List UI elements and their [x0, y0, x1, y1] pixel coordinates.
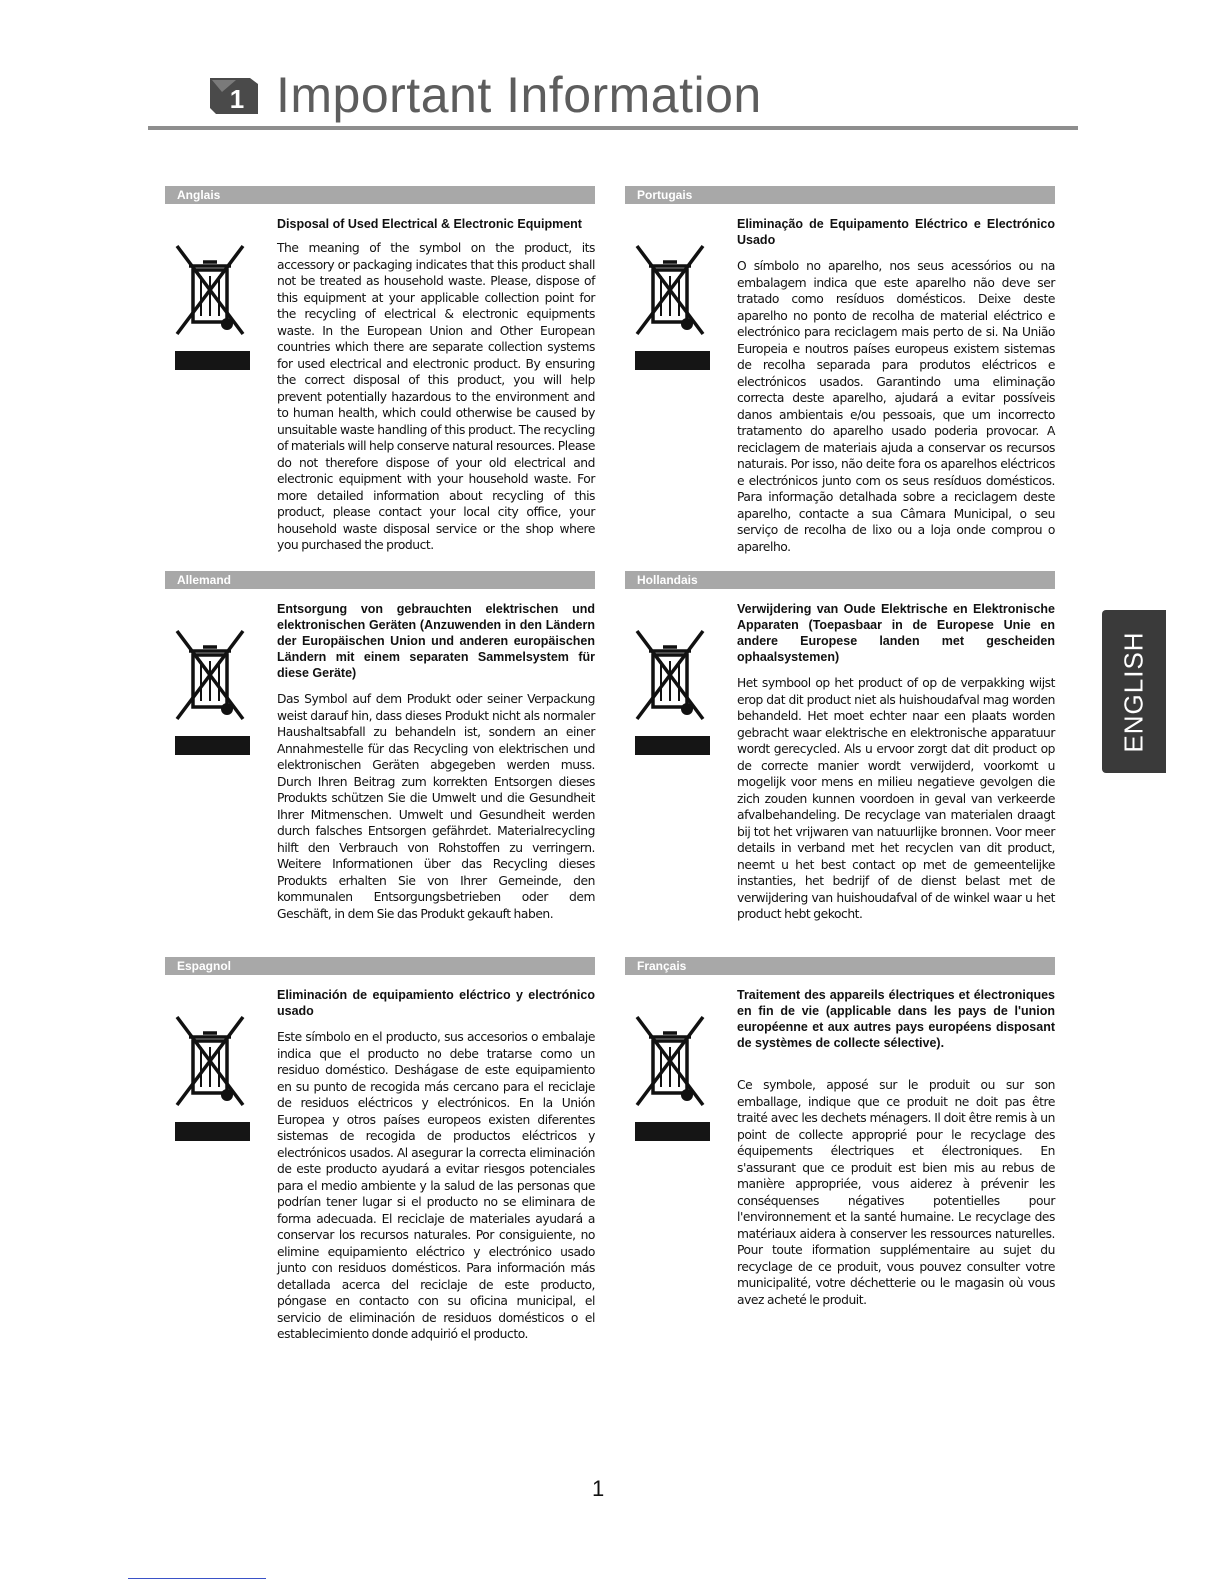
section-body: Ce symbole, apposé sur le produit ou sur son emballage, indique que ce produit ne doit pas être traité avec les dechets ménagers. Il doit être remis à un point de collecte approprié pour le recyclage des équipements électriques et électroniques. En s'assurant que ce produit est bien mis au rebus de manière appropriée, vous aiderez à prévenir les conséquenses négatives potentielles pour l'environnement et la santé humaine. Le recyclage des matériaux aidera à conserver les ressources naturelles. Pour toute iformation supplémentaire au sujet du recyclage de ce produit, vous pouvez consulter votre municipalité, votre déchetterie ou le magasin où vous avez acheté le produit.	[737, 1078, 1055, 1307]
section-portugais	[625, 186, 1055, 566]
page-title: Important Information	[276, 67, 762, 123]
black-bar	[175, 736, 250, 755]
section-hollandais	[625, 571, 1055, 951]
section-espagnol	[165, 957, 595, 1357]
bottom-link-underline	[128, 1578, 266, 1579]
section-bar	[625, 957, 1055, 975]
section-bar	[625, 186, 1055, 204]
section-language-label: Français	[637, 959, 687, 973]
section-heading: Disposal of Used Electrical & Electronic Equipment	[277, 217, 582, 231]
section-bar	[165, 571, 595, 589]
section-francais	[625, 957, 1055, 1357]
crossed-bin-icon	[633, 242, 707, 338]
section-body: Este símbolo en el producto, sus accesorios o embalaje indica que el producto no debe tratarse como un residuo doméstico. Deshágase de este equipamiento en su punto de recogida más cercano para el reciclaje de residuos eléctricos y electrónicos. En la Unión Europea y otros países europeos existen diferentes sistemas de recogida de productos eléctricos y electrónicos usados. Al asegurar la correcta eliminación de este producto ayudará a evitar riesgos potenciales para el medio ambiente y la salud de las personas que podrían tener lugar si el producto no se eliminara de forma adecuada. El reciclaje de materiales ayudará a conservar los recursos naturales. Por consiguiente, no elimine equipamiento eléctrico y electrónico usado junto con residuos domésticos. Para información más detallada acerca del reciclaje de este producto, póngase en contacto con su oficina municipal, el servicio de eliminación de residuos domésticos o el establecimiento donde adquirió el producto.	[277, 1030, 595, 1341]
section-body: Das Symbol auf dem Produkt oder seiner Verpackung weist darauf hin, dass dieses Produkt nicht als normaler Haushaltsabfall zu behandeln ist, sondern an einer Annahmestelle für das Recycling von elektrischen und elektronischen Geräten abgegeben werden muss. Durch Ihren Beitrag zum korrekten Entsorgen dieses Produkts schützen Sie die Umwelt und die Gesundheit Ihrer Mitmenschen. Umwelt und Gesundheit werden durch falsches Entsorgen gefährdet. Materialrecycling hilft den Verbrauch von Rohstoffen zu verringern. Weitere Informationen über das Recycling dieses Produkts erhalten Sie von Ihrer Gemeinde, den kommunalen Entsorgungsbetrieben oder dem Geschäft, in dem Sie das Produkt gekauft haben.	[277, 692, 595, 921]
language-tab-label: ENGLISH	[1118, 630, 1149, 753]
black-bar	[635, 351, 710, 370]
header-rule	[148, 126, 1078, 130]
section-body: The meaning of the symbol on the product, its accessory or packaging indicates that this product shall not be treated as household waste. Please, dispose of this equipment at your applicable collection point for the recycling of electrical & electronic equipments waste. In the European Union and Other European countries which there are separate collection systems for used electrical and electronic product. By ensuring the correct disposal of this product, you will help prevent potentially hazardous to the environment and to human health, which could otherwise be caused by unsuitable waste handling of this product. The recycling of materials will help conserve natural resources. Please do not therefore dispose of your old electrical and electronic equipment with your household waste. For more detailed information about recycling of this product, please contact your local city office, your household waste disposal service or the shop where you purchased the product.	[277, 241, 595, 552]
page-number: 1	[592, 1476, 605, 1501]
black-bar	[635, 1122, 710, 1141]
crossed-bin-icon	[633, 1013, 707, 1109]
section-heading: Entsorgung von gebrauchten elektrischen und elektronischen Geräten (Anzuwenden in den Ländern der Europäischen Union und anderen europäischen Ländern mit einem separaten Sammelsystem für diese Geräte)	[277, 602, 595, 680]
language-tab[interactable]	[1102, 610, 1166, 773]
page-header	[148, 60, 1078, 130]
section-bar	[165, 186, 595, 204]
section-language-label: Hollandais	[637, 573, 698, 587]
section-bar	[625, 571, 1055, 589]
section-heading: Eliminação de Equipamento Eléctrico e Electrónico Usado	[737, 217, 1055, 247]
black-bar	[175, 351, 250, 370]
section-language-label: Espagnol	[177, 959, 232, 973]
chapter-number: 1	[229, 84, 245, 114]
section-heading: Traitement des appareils électriques et électroniques en fin de vie (applicable dans les pays de l'union européenne et aux autres pays européens disposant de systèmes de collecte sélective).	[737, 988, 1055, 1050]
crossed-bin-icon	[173, 1013, 247, 1109]
section-heading: Eliminación de equipamiento eléctrico y electrónico usado	[277, 988, 595, 1018]
section-language-label: Anglais	[177, 188, 221, 202]
black-bar	[175, 1122, 250, 1141]
section-body: Het symbool op het product of op de verpakking wijst erop dat dit product niet als huishoudafval mag worden behandeld. Het moet echter naar een plaats worden gebracht waar elektrische en elektronische apparatuur wordt gerecycled. Als u ervoor zorgt dat dit product op de correcte manier wordt verwijderd, voorkomt u mogelijk voor mens en milieu negatieve gevolgen die zich zouden kunnen voordoen in geval van verkeerde afvalbehandeling. De recyclage van materialen draagt bij tot het vrijwaren van natuurlijke bronnen. Voor meer details in verband met het recyclen van dit product, neemt u het best contact op met de gemeentelijke instanties, het bedrijf of de dienst belast met de verwijdering van huishoudafval of de winkel waar u het product hebt gekocht.	[737, 676, 1055, 921]
section-heading: Verwijdering van Oude Elektrische en Elektronische Apparaten (Toepasbaar in de Europese Unie en andere Europese landen met gescheiden ophaalsystemen)	[737, 602, 1055, 664]
section-body: O símbolo no aparelho, nos seus acessórios ou na embalagem indica que este aparelho não deve ser tratado como resíduos domésticos. Deixe deste aparelho no ponto de recolha de material eléctrico e electrónico para reciclagem mais perto de si. Na União Europeia e noutros países europeus existem sistemas de recolha separada para produtos eléctricos e electrónicos usados. Garantindo uma eliminação correcta deste aparelho, ajudará a evitar possíveis danos ambientais e/ou pessoais, que um incorrecto tratamento do aparelho usado poderia provocar. A reciclagem de materiais ajuda a conservar os recursos naturais. Por isso, não deite fora os aparelhos eléctricos e electrónicos junto com os seus resíduos domésticos. Para informação detalhada sobre a reciclagem deste aparelho, contacte a sua Câmara Municipal, o seu serviço de recolha de lixo ou a loja onde comprou o aparelho.	[737, 259, 1055, 554]
section-language-label: Allemand	[177, 573, 232, 587]
section-allemand	[165, 571, 595, 951]
crossed-bin-icon	[173, 242, 247, 338]
crossed-bin-icon	[633, 627, 707, 723]
section-language-label: Portugais	[637, 188, 693, 202]
crossed-bin-icon	[173, 627, 247, 723]
section-bar	[165, 957, 595, 975]
chapter-badge-icon	[206, 74, 262, 118]
section-anglais	[165, 186, 595, 566]
black-bar	[635, 736, 710, 755]
